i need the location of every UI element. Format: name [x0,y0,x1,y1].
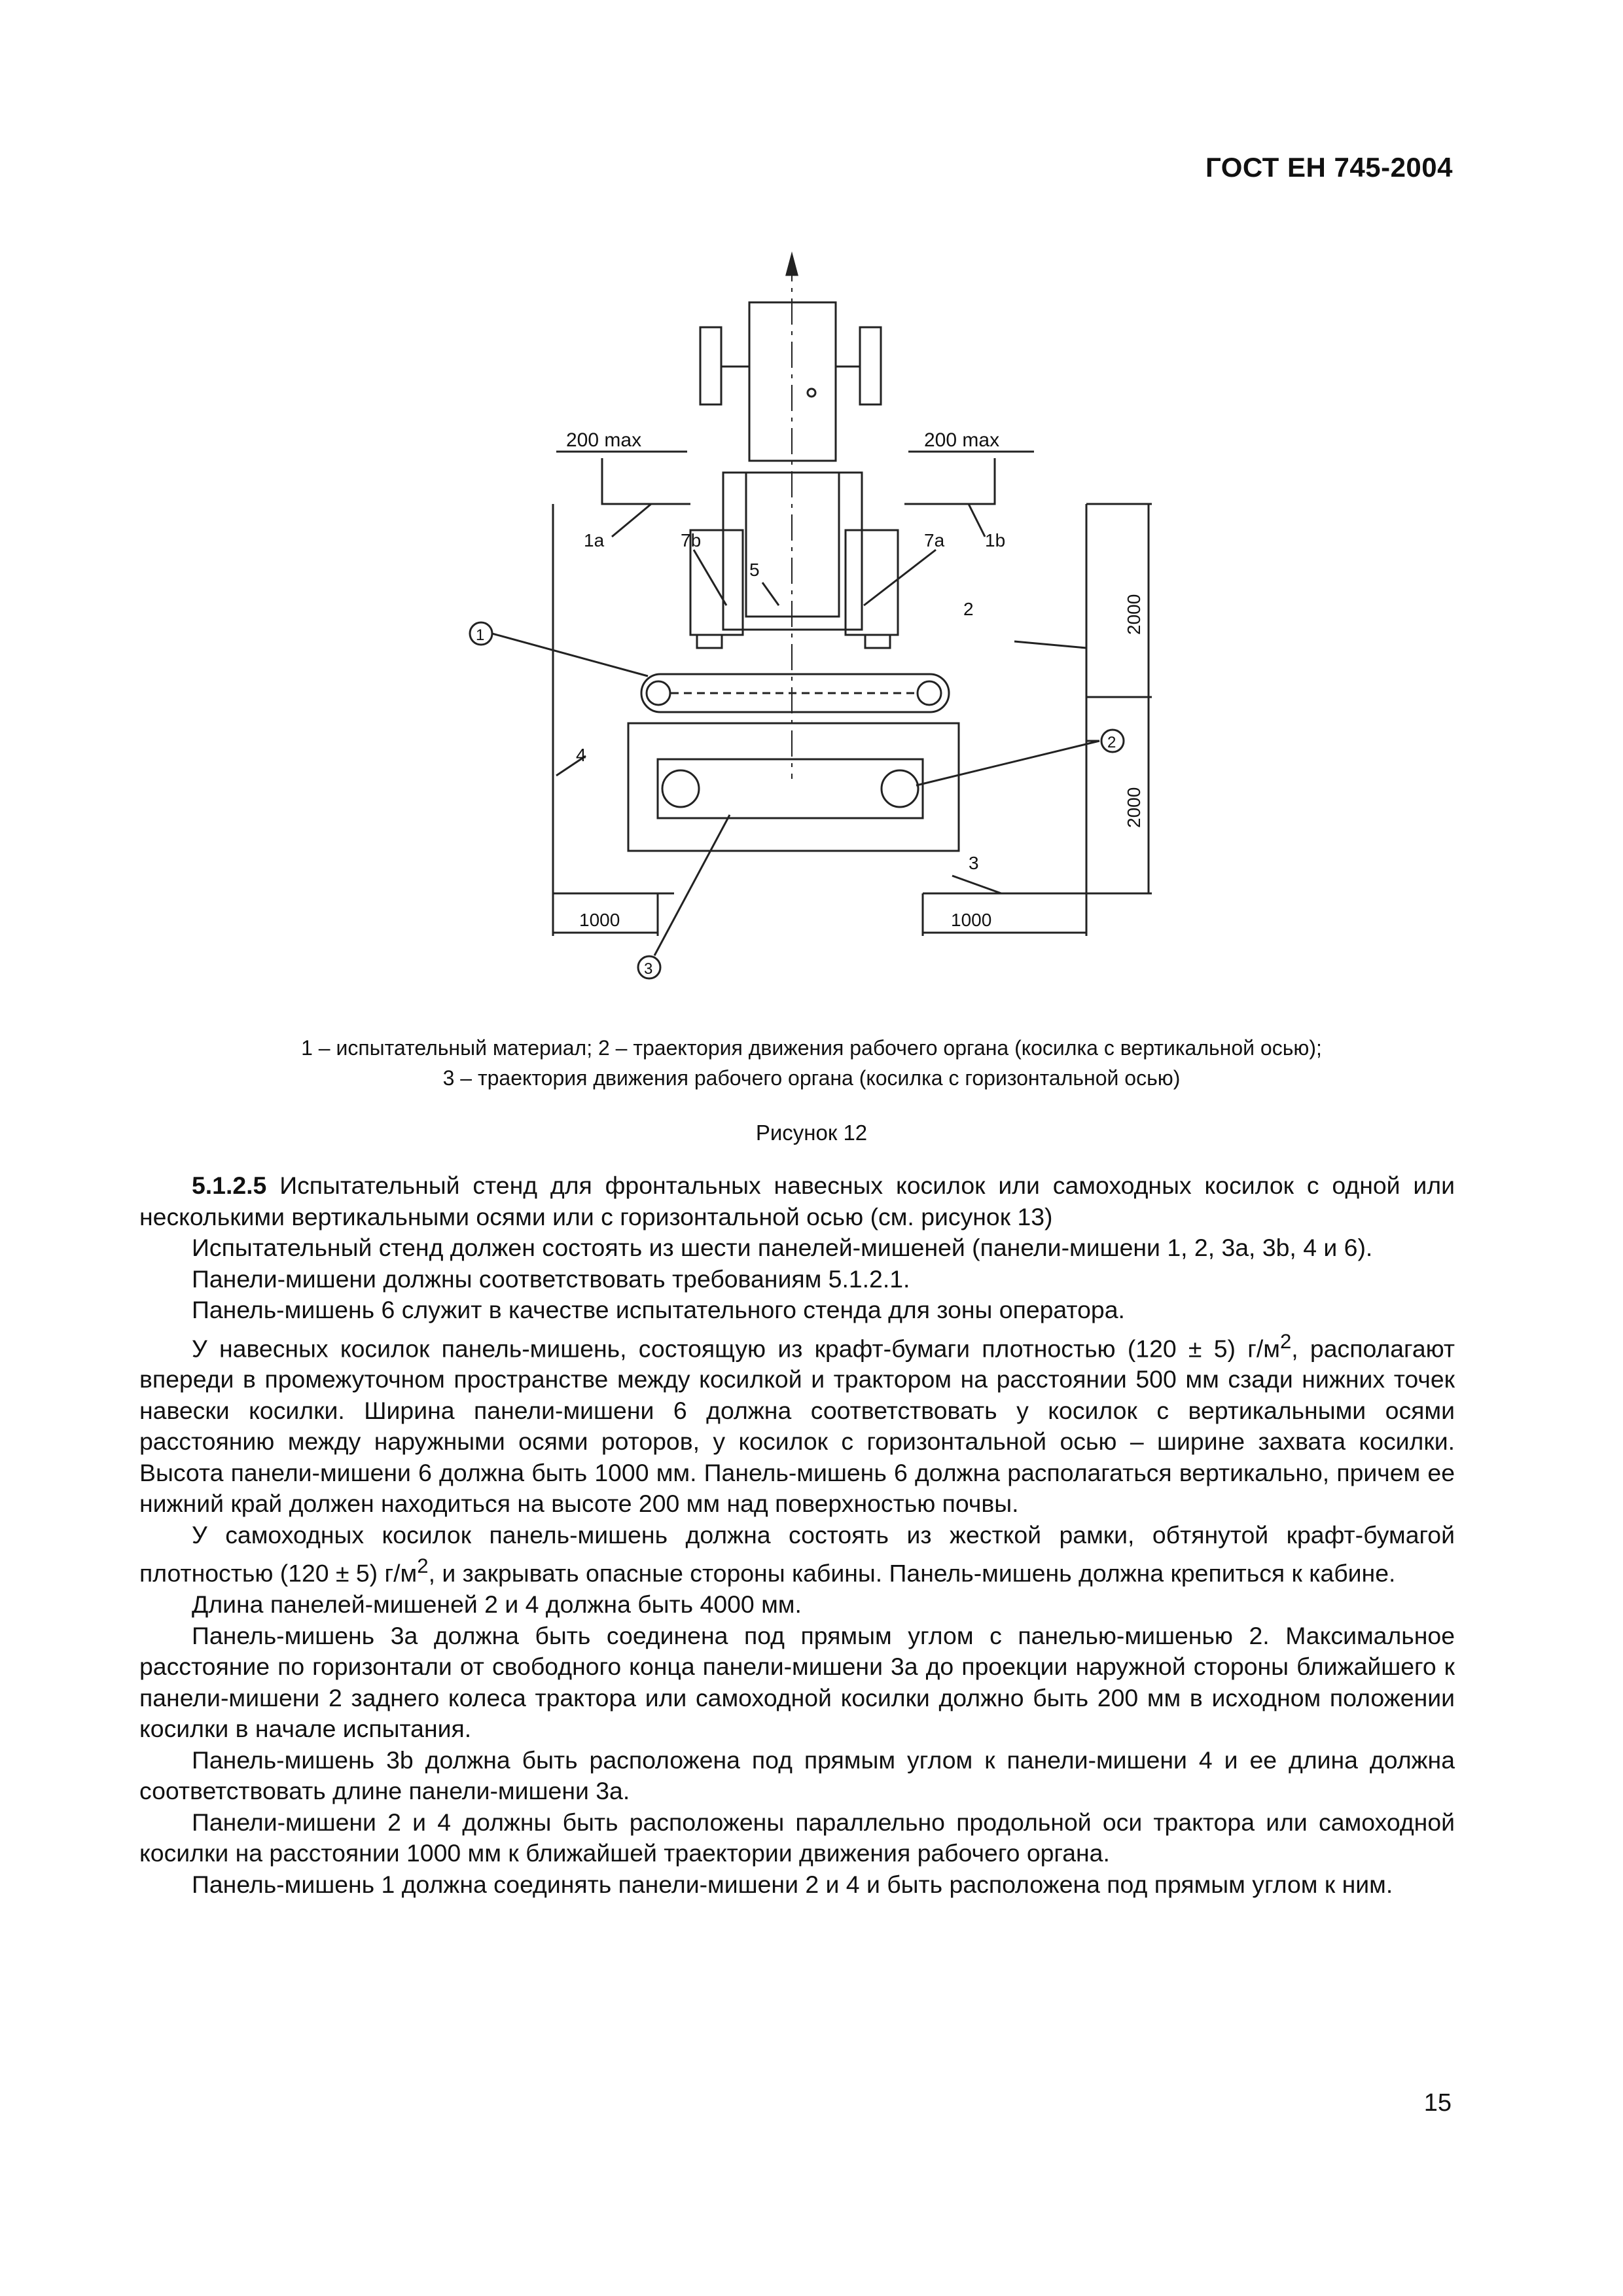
label-2: 2 [963,599,974,619]
paragraph-text: , располагают впереди в промежуточном пространстве между косилкой и трактором на расстоянии 500 мм сзади нижних точек навески косилки. Ширина панели-мишени 6 должна соответствовать у косилок с вертикальными осями расстоянию между наружными осями роторов, у косилок с горизонтальной осью – ширине захвата косилки. Высота панели-мишени 6 должна быть 1000 мм. Панель-мишень 6 должна располагаться вертикально, причем ее нижний край должен находиться на высоте 200 мм над поверхностью почвы. [139,1334,1455,1518]
section-number: 5.1.2.5 [192,1172,267,1199]
superscript: 2 [417,1554,429,1578]
dim-top-right-label: 200 max [924,429,1000,451]
caption-line-2: 3 – траектория движения рабочего органа (косилка с горизонтальной осью) [442,1066,1181,1090]
paragraph: Панель-мишень 3a должна быть соединена под прямым углом с панелью-мишенью 2. Максимальное расстояние по горизонтали от свободного конца панели-мишени 3a до проекции наружной стороны ближайшего к панели-мишени 2 заднего колеса трактора или самоходной косилки должно быть 200 мм в исходном положении косилки в начале испытания. [139,1621,1455,1743]
document-code: ГОСТ ЕН 745-2004 [1205,152,1453,183]
test-stand-drawing [432,242,1191,1014]
paragraph [139,1520,1455,1589]
label-3: 3 [969,853,979,873]
figure-title: Рисунок 12 [755,1121,868,1145]
dim-right-upper-label: 2000 [1124,594,1144,635]
label-7b: 7b [681,530,702,550]
callout-2: 2 [1107,734,1116,751]
paragraph: Панели-мишени 2 и 4 должны быть расположены параллельно продольной оси трактора или самоходной косилки на расстоянии 1000 мм к ближайшей траектории движения рабочего органа. [139,1808,1455,1867]
paragraph [139,1326,1455,1520]
label-5: 5 [749,560,760,580]
label-4: 4 [576,745,586,765]
figure-caption [131,1033,1492,1093]
paragraph-text: , и закрывать опасные стороны кабины. Панель-мишень должна крепиться к кабине. [428,1559,1396,1587]
dim-bottom-left-label: 1000 [579,910,620,930]
callout-3: 3 [644,960,653,978]
paragraph-text: У самоходных косилок панель-мишень должна состоять из жесткой рамки, обтянутой крафт-бумагой плотностью (120 ± 5) г/м [139,1520,1455,1587]
figure-12-diagram [432,242,1191,1014]
dim-right-lower-label: 2000 [1124,787,1144,828]
paragraph: Длина панелей-мишеней 2 и 4 должна быть 4000 мм. [192,1590,802,1619]
caption-line-1: 1 – испытательный материал; 2 – траектория движения рабочего органа (косилка с вертикальной осью); [301,1036,1322,1060]
paragraph: Испытательный стенд должен состоять из шести панелей-мишеней (панели-мишени 1, 2, 3a, 3b, 4 и 6). [192,1234,1373,1261]
paragraph: Панели-мишени должны соответствовать требованиям 5.1.2.1. [192,1265,910,1293]
paragraph-text: У навесных косилок панель-мишень, состоящую из крафт-бумаги плотностью (120 ± 5) г/м [192,1334,1280,1362]
paragraph: Панель-мишень 6 служит в качестве испытательного стенда для зоны оператора. [192,1296,1125,1323]
paragraph-text: Испытательный стенд для фронтальных навесных косилок или самоходных косилок с одной или несколькими вертикальными осями или с горизонтальной осью (см. рисунок 13) [139,1172,1455,1230]
label-7a: 7a [924,530,945,550]
paragraph: Панель-мишень 1 должна соединять панели-мишени 2 и 4 и быть расположена под прямым углом к ним. [192,1870,1393,1898]
paragraph: Панель-мишень 3b должна быть расположена под прямым углом к панели-мишени 4 и ее длина должна соответствовать длине панели-мишени 3a. [139,1746,1455,1805]
callout-1: 1 [476,626,485,644]
page-number: 15 [1423,2089,1452,2117]
dim-bottom-right-label: 1000 [951,910,992,930]
superscript: 2 [1279,1329,1292,1353]
label-1a: 1a [584,530,605,550]
paragraph [139,1170,1455,1232]
body-text [139,1170,1455,1900]
dim-top-left-label: 200 max [566,429,642,451]
label-1b: 1b [985,530,1006,550]
